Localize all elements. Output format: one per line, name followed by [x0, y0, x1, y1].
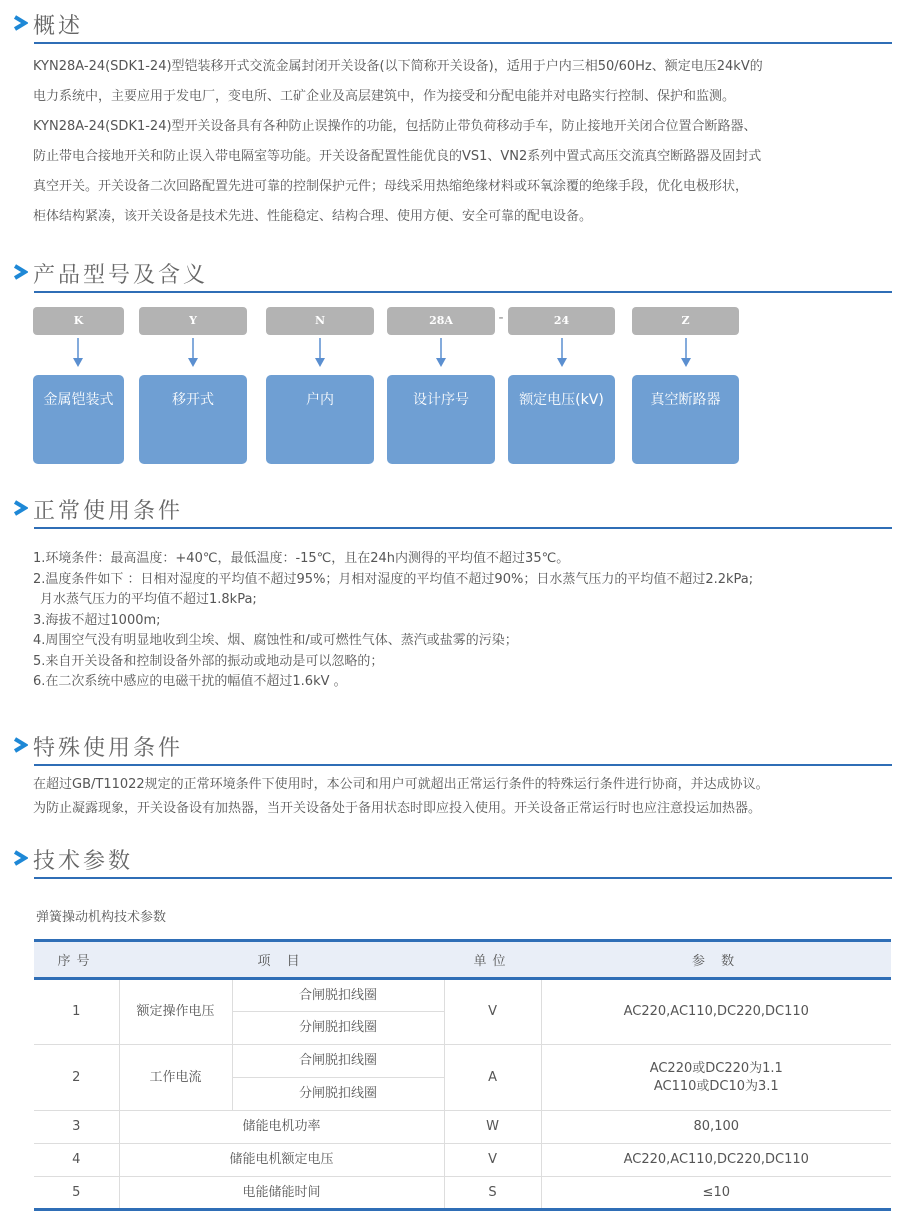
- chevron-right-icon: [12, 734, 28, 756]
- section-divider: [34, 527, 892, 529]
- cell-value: AC220,AC110,DC220,DC110: [541, 1144, 891, 1177]
- cell-item: 额定操作电压: [119, 979, 232, 1045]
- section-title: 正常使用条件: [33, 499, 184, 524]
- cell-unit: V: [444, 1144, 541, 1177]
- chevron-right-icon: [12, 497, 28, 519]
- cell-item: 电能储能时间: [119, 1177, 444, 1210]
- arrow-down-icon: [72, 338, 84, 368]
- cell-subitem: 合闸脱扣线圈: [232, 979, 444, 1012]
- section-title: 概述: [33, 14, 84, 39]
- model-meaning-box: 额定电压(kV): [508, 375, 615, 464]
- condition-item: 月水蒸气压力的平均值不超过1.8kPa;: [40, 592, 257, 607]
- section-header-model: [8, 255, 892, 295]
- cell-item: 储能电机功率: [119, 1111, 444, 1144]
- cell-subitem: 分闸脱扣线圈: [232, 1078, 444, 1111]
- section-divider: [34, 291, 892, 293]
- header-item: 项 目: [257, 954, 306, 969]
- table-row: [34, 979, 891, 1012]
- cell-no: 3: [34, 1111, 119, 1144]
- overview-line: KYN28A-24(SDK1-24)型开关设备具有各种防止误操作的功能，包括防止带负荷移动手车，防止接地开关闭合位置合断路器、: [33, 119, 757, 134]
- section-title: 产品型号及含义: [33, 263, 209, 288]
- section-header-tech-params: [8, 841, 892, 881]
- overview-line: 电力系统中，主要应用于发电厂，变电所、工矿企业及高层建筑中，作为接受和分配电能并对电路实行控制、保护和监测。: [33, 89, 736, 104]
- section-title: 技术参数: [33, 849, 134, 874]
- cell-no: 1: [34, 979, 119, 1045]
- model-meaning-box: 户内: [266, 375, 374, 464]
- table-title: 弹簧操动机构技术参数: [36, 910, 167, 925]
- table-row: [34, 1045, 891, 1078]
- arrow-down-icon: [314, 338, 326, 368]
- arrow-down-icon: [680, 338, 692, 368]
- cell-value: 80,100: [541, 1111, 891, 1144]
- cell-item: 储能电机额定电压: [119, 1144, 444, 1177]
- section-divider: [34, 764, 892, 766]
- table-row: [34, 1111, 891, 1144]
- cell-value: [541, 1045, 891, 1111]
- model-meaning-box: 真空断路器: [632, 375, 739, 464]
- chevron-right-icon: [12, 847, 28, 869]
- special-line: 在超过GB/T11022规定的正常环境条件下使用时，本公司和用户可就超出正常运行条件的特殊运行条件进行协商，并达成协议。: [33, 777, 769, 792]
- cell-subitem: 合闸脱扣线圈: [232, 1045, 444, 1078]
- cell-no: 5: [34, 1177, 119, 1210]
- overview-text: [33, 55, 893, 229]
- cell-value-line: AC220或DC220为1.1: [649, 1060, 783, 1076]
- chevron-right-icon: [12, 12, 28, 34]
- special-line: 为防止凝露现象，开关设备设有加热器，当开关设备处于备用状态时即应投入使用。开关设备正常运行时也应注意投运加热器。: [33, 801, 762, 816]
- condition-item: 2.温度条件如下 ：日相对湿度的平均值不超过95%；月相对湿度的平均值不超过90%；日水蒸气压力的平均值不超过2.2kPa;: [33, 571, 754, 587]
- arrow-down-icon: [187, 338, 199, 368]
- header-unit: 单位: [473, 954, 512, 969]
- header-no: 序号: [57, 954, 96, 969]
- condition-item: 5.来自开关设备和控制设备外部的振动或地动是可以忽略的；: [33, 653, 384, 669]
- cell-unit: W: [444, 1111, 541, 1144]
- chevron-right-icon: [12, 261, 28, 283]
- cell-unit: V: [444, 979, 541, 1045]
- model-meaning-box: 金属铠装式: [33, 375, 124, 464]
- condition-item: 6.在二次系统中感应的电磁干扰的幅值不超过1.6kV 。: [33, 674, 347, 689]
- overview-line: 柜体结构紧凑，该开关设备是技术先进、性能稳定、结构合理、使用方便、安全可靠的配电设备。: [33, 209, 593, 224]
- cell-value: ≤10: [541, 1177, 891, 1210]
- model-meaning-box: 设计序号: [387, 375, 495, 464]
- model-code-box: Z: [632, 307, 739, 335]
- tech-params-table: [34, 939, 891, 1211]
- arrow-down-icon: [556, 338, 568, 368]
- section-header-normal-conditions: [8, 491, 892, 531]
- section-divider: [34, 877, 892, 879]
- overview-line: KYN28A-24(SDK1-24)型铠装移开式交流金属封闭开关设备(以下简称开关设备)，适用于户内三相50/60Hz、额定电压24kV的: [33, 59, 763, 74]
- section-header-overview: [8, 6, 892, 46]
- model-code-box: 28A: [387, 307, 495, 335]
- condition-item: 3.海拔不超过1000m;: [33, 612, 161, 628]
- normal-conditions-list: [33, 549, 893, 693]
- cell-no: 2: [34, 1045, 119, 1111]
- table-header-row: [34, 941, 891, 979]
- table-row: [34, 1177, 891, 1210]
- model-separator: -: [498, 310, 504, 326]
- condition-item: 1.环境条件：最高温度：+40℃，最低温度：-15℃，且在24h内测得的平均值不超过35℃。: [33, 551, 570, 566]
- section-divider: [34, 42, 892, 44]
- section-header-special-conditions: [8, 728, 892, 768]
- cell-subitem: 分闸脱扣线圈: [232, 1012, 444, 1045]
- overview-line: 防止带电合接地开关和防止误入带电隔室等功能。开关设备配置性能优良的VS1、VN2系列中置式高压交流真空断路器及固封式: [33, 149, 762, 164]
- table-row: [34, 1144, 891, 1177]
- model-code-box: N: [266, 307, 374, 335]
- header-value: 参 数: [691, 954, 741, 969]
- cell-value: AC220,AC110,DC220,DC110: [541, 979, 891, 1045]
- cell-item: 工作电流: [119, 1045, 232, 1111]
- model-code-box: K: [33, 307, 124, 335]
- special-conditions-text: [33, 773, 893, 821]
- model-code-box: Y: [139, 307, 247, 335]
- cell-value-line: AC110或DC10为3.1: [653, 1078, 779, 1094]
- model-meaning-box: 移开式: [139, 375, 247, 464]
- cell-unit: A: [444, 1045, 541, 1111]
- cell-unit: S: [444, 1177, 541, 1210]
- arrow-down-icon: [435, 338, 447, 368]
- condition-item: 4.周围空气没有明显地收到尘埃、烟、腐蚀性和/或可燃性气体、蒸汽或盐雾的污染；: [33, 633, 518, 648]
- cell-no: 4: [34, 1144, 119, 1177]
- model-code-box: 24: [508, 307, 615, 335]
- overview-line: 真空开关。开关设备二次回路配置先进可靠的控制保护元件；母线采用热缩绝缘材料或环氧涂覆的绝缘手段，优化电极形状，: [33, 179, 749, 194]
- section-title: 特殊使用条件: [33, 736, 184, 761]
